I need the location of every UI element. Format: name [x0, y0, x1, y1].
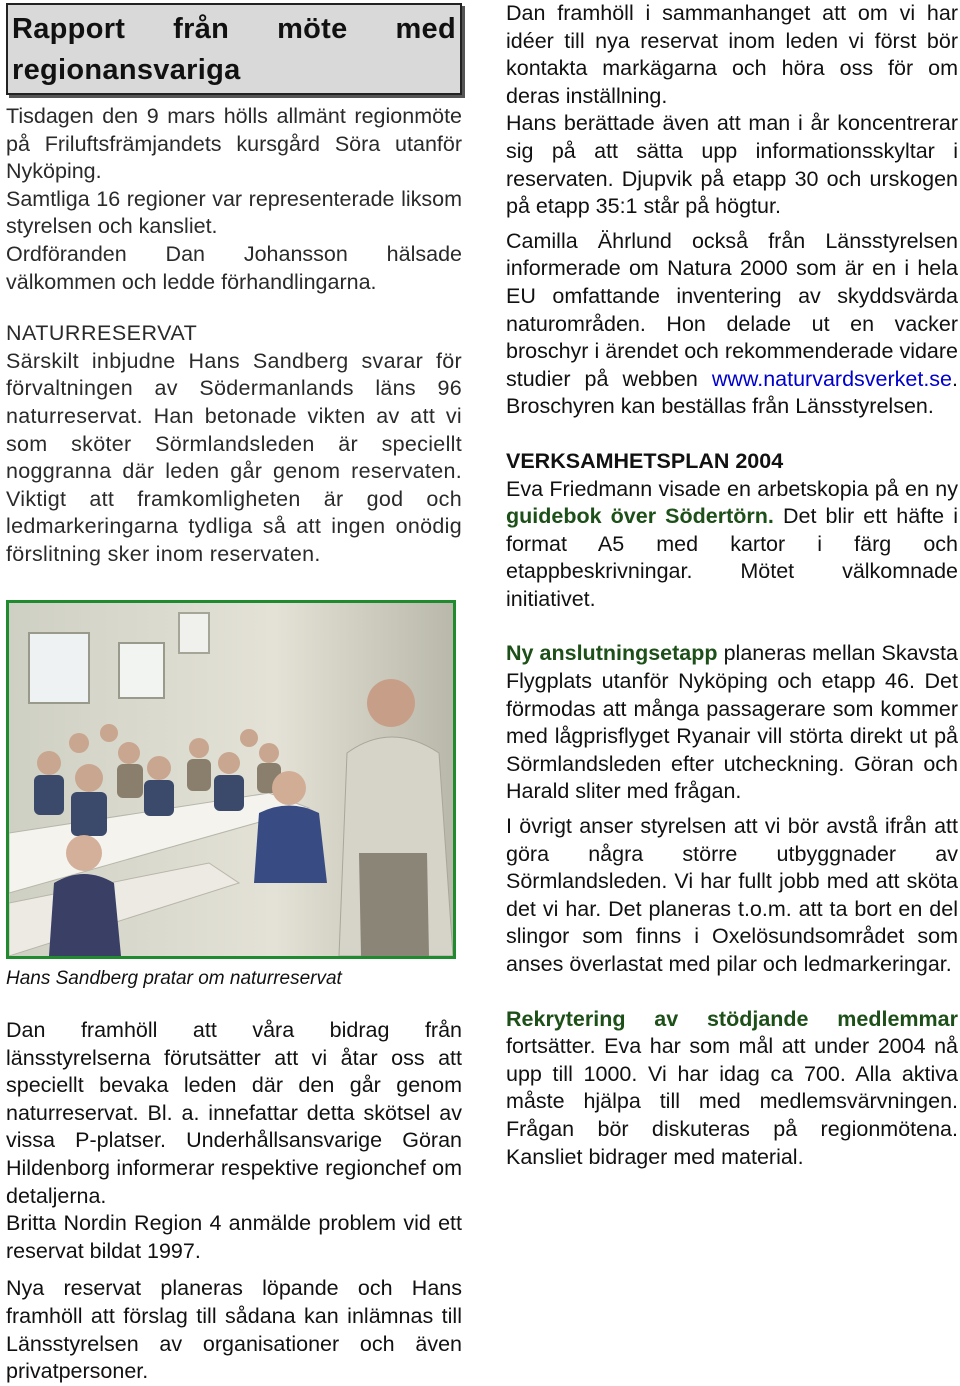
anslutning-text: planeras mellan Skavsta Flygplats utanför Nyköping och etapp 46. Det förmodas att många passagerare som kommer med lågprisflyget Ryanair vill störta direkt ut på Sörmlandsleden efter utcheckning. Göran och Harald sliter med frågan. [506, 641, 958, 804]
verksamhetsplan-text [506, 476, 958, 614]
verksamhet-text-end: Det blir ett häfte i format A5 med kartor i färg och etappbeskrivningar. Mötet välkomnade initiativet. [506, 504, 958, 611]
right-paragraph-3 [506, 228, 958, 421]
left-bottom-paragraph-2: Britta Nordin Region 4 anmälde problem vid ett reservat bildat 1997. [6, 1211, 462, 1263]
naturreservat-text: Särskilt inbjudne Hans Sandberg svarar för förvaltningen av Södermanlands läns 96 naturreservat. Han betonade vikten av att vi som sköter Sörmlandsleden är speciellt noggranna där leden går genom reservaten. Viktigt att framkomligheten är god och ledmarkeringarna tydliga så att ingen onödig förslitning sker inom reservaten. [6, 348, 462, 566]
photo-caption: Hans Sandberg pratar om naturreservat [6, 968, 342, 989]
anslutning-paragraph [506, 640, 958, 806]
left-bottom-paragraph-1: Dan framhöll att våra bidrag från länsstyrelserna förutsätter att vi åtar oss att speciellt bevaka leden där den går genom naturreservat. Bl. a. innefattar detta skötsel av vissa P-platser. Underhållsansvarige Göran Hildenborg informerar respektive regionchef om detaljerna. [6, 1018, 462, 1208]
meeting-photo [6, 600, 456, 959]
natura-text: Camilla Ährlund också från Länsstyrelsen informerade om Natura 2000 som är en i hela EU omfattande inventering av skyddsvärda naturområden. Hon delade ut en vacker broschyr i ärendet och rekommenderade vidare studier på webben [506, 228, 958, 391]
naturvardsverket-link[interactable]: www.naturvardsverket.se [711, 366, 953, 391]
meeting-photo-image [9, 603, 453, 956]
intro-paragraph-3: Ordföranden Dan Johansson hälsade välkommen och ledde förhandlingarna. [6, 241, 462, 294]
right-paragraph-2: Hans berättade även att man i år koncentrerar sig på att sätta upp informationsskyltar i reservaten. Djupvik på etapp 30 och urskogen på etapp 35:1 står på högtur. [506, 111, 958, 219]
naturreservat-heading: NATURRESERVAT [6, 321, 198, 346]
verksamhet-text-start: Eva Friedmann visade en arbetskopia på en ny [506, 476, 958, 501]
left-bottom-paragraph-3: Nya reservat planeras löpande och Hans framhöll att förslag till sådana kan inlämnas till Länsstyrelsen av organisationer och även privatpersoner. [6, 1276, 462, 1384]
intro-paragraph-2: Samtliga 16 regioner var representerade liksom styrelsen och kansliet. [6, 186, 462, 239]
natura-text-end: . Broschyren kan beställas från Länsstyrelsen. [506, 366, 958, 419]
intro-paragraph-1: Tisdagen den 9 mars hölls allmänt regionmöte på Friluftsfrämjandets kursgård Söra utanför Nyköping. [6, 104, 462, 184]
left-column-bottom [6, 1017, 462, 1386]
ovrigt-paragraph: I övrigt anser styrelsen att vi bör avstå ifrån att göra några större utbyggnader av Sörmlandsleden. Vi har fullt jobb med att sköta det vi har. Det planeras t.o.m. att ta bort en del slingor som finns i Oxelösundsområdet som anses överlastat med pilar och ledmarkeringar. [506, 814, 958, 976]
verksamhetsplan-heading: VERKSAMHETSPLAN 2004 [506, 448, 784, 473]
right-paragraph-1: Dan framhöll i sammanhanget att om vi har idéer till nya reservat inom leden vi först bör kontakta markägarna och höra oss för om deras inställning. [506, 1, 958, 108]
rekrytering-text: fortsätter. Eva har som mål att under 2004 nå upp till 1000. Vi har idag ca 700. Alla aktiva måste hjälpa till med medlemsvärvningen. Frågan bör diskuteras på regionmötena. Kansliet bidrager med material. [506, 1034, 958, 1169]
article-title-box [6, 3, 462, 95]
rekrytering-paragraph [506, 1006, 958, 1172]
anslutning-highlight: Ny anslutningsetapp [506, 641, 718, 666]
guidebok-highlight: guidebok över Södertörn. [506, 504, 774, 529]
article-title: Rapport från möte med regionansvariga [12, 13, 456, 86]
left-column [6, 0, 462, 569]
right-column [506, 0, 958, 1171]
rekrytering-highlight: Rekrytering av stödjande medlemmar [506, 1006, 958, 1031]
